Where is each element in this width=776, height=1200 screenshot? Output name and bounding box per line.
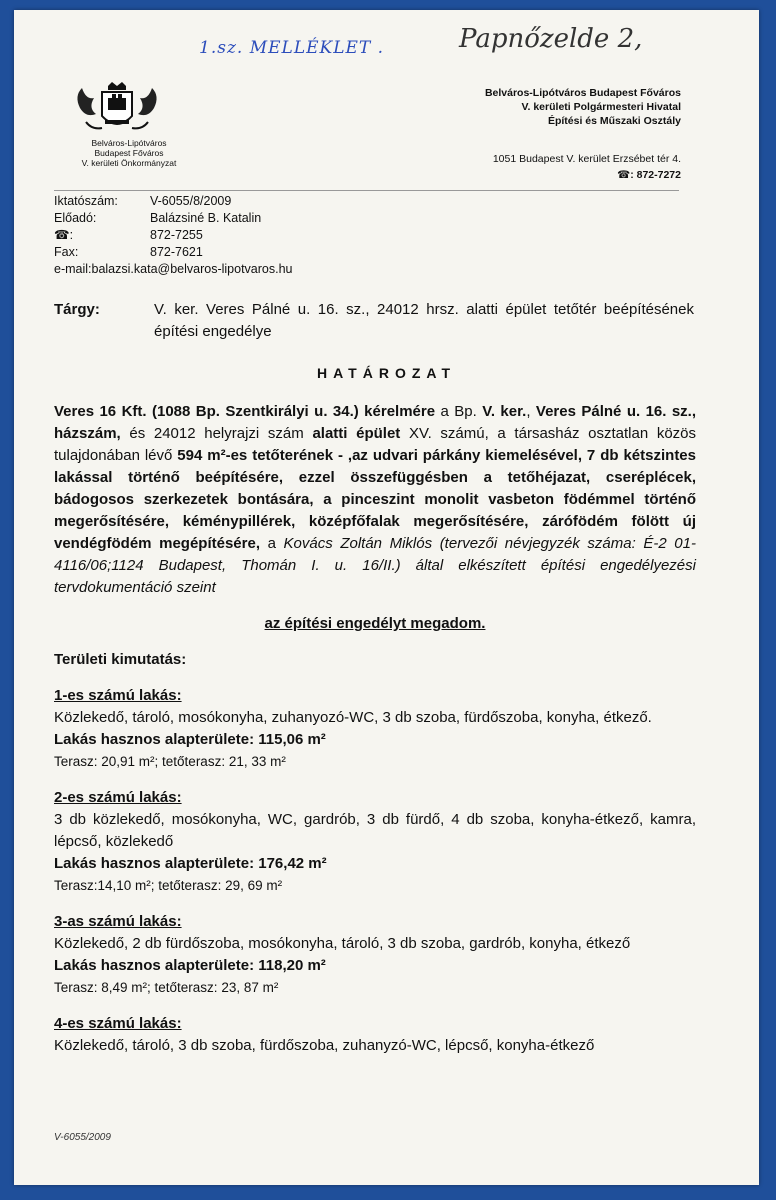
decision-body [54, 401, 696, 1057]
subject-line: Tárgy: V. ker. Veres Pálné u. 16. sz., 24012 hrsz. alatti épület tetőtér beépítésének építési engedélye [54, 301, 694, 340]
apartment-1-area: Lakás hasznos alapterülete: 115,06 m² [54, 731, 326, 748]
apartment-4-rooms: Közlekedő, tároló, 3 db szoba, fürdőszoba, zuhanyzó-WC, lépcső, konyha-étkező [54, 1037, 595, 1054]
document-page [14, 10, 759, 1185]
officer-email: e-mail:balazsi.kata@belvaros-lipotvaros.hu [54, 262, 293, 276]
phone-icon: ☎ [617, 169, 631, 181]
office-name: Belváros-Lipótváros Budapest Főváros V. kerületi Polgármesteri Hivatal Építési és Műszaki Osztály [484, 87, 681, 127]
handwritten-note: Papnőzelde 2, [459, 24, 643, 54]
file-number: V-6055/8/2009 [150, 194, 232, 208]
apartment-1-rooms: Közlekedő, tároló, mosókonyha, zuhanyozó-WC, 3 db szoba, fürdőszoba, konyha, étkező. [54, 709, 652, 726]
apartment-3-area: Lakás hasznos alapterülete: 118,20 m² [54, 957, 326, 974]
reference-block: Iktatószám: V-6055/8/2009 Előadó: Balázsiné B. Katalin ☎: 872-7255 Fax: 872-7621 e-mail:balazsi.kata@belvaros-lipotvaros.hu [54, 194, 293, 276]
apartment-3-rooms: Közlekedő, 2 db fürdőszoba, mosókonyha, tároló, 3 db szoba, gardrób, konyha, étkező [54, 935, 631, 952]
header-divider [54, 190, 679, 191]
intro-paragraph: Veres 16 Kft. (1088 Bp. Szentkirályi u. 34.) kérelmére a Bp. V. ker., Veres Pálné u. 16. sz., házszám, és 24012 helyrajzi szám alatti épület XV. számú, a társasház osztatlan közös tulajdonában lévő 594 m²-es tetőterének - ,az udvari párkány kiemelésével, 7 db kétszintes lakással történő beépítésére, ezzel összefüggésben a tetőhéjazat, cseréplécek, bádogosos szerkezetek bontására, a pinceszint monolit vasbeton födémmel történő megerősítésére, kéménypillérek, középfőfalak megerősítésére, zárófödém fölött új vendégfödém megépítésére, a Kovács Zoltán Miklós (tervezői névjegyzék száma: É-2 01-4116/06;1124 Budapest, Thomán I. u. 16/II.) által elkészített építési engedélyezési tervdokumentáció szeint [54, 403, 697, 596]
officer-phone: 872-7255 [150, 228, 203, 242]
apartment-2-heading: 2-es számú lakás: [54, 789, 182, 806]
coat-of-arms-logo [72, 78, 162, 138]
apartment-1-heading: 1-es számú lakás: [54, 687, 182, 704]
officer-fax: 872-7621 [150, 245, 203, 259]
phone-icon: ☎ [54, 228, 70, 242]
office-address: 1051 Budapest V. kerület Erzsébet tér 4. ☎: 872-7272 [492, 153, 681, 181]
annex-handwriting: 1.sz. MELLÉKLET . [199, 38, 385, 58]
apartment-2-terrace: Terasz:14,10 m²; tetőterasz: 29, 69 m² [54, 878, 283, 893]
footer-reference: V-6055/2009 [54, 1132, 111, 1143]
council-name: Belváros-Lipótváros Budapest Főváros V. kerületi Önkormányzat [81, 138, 177, 168]
apartment-4-heading: 4-es számú lakás: [54, 1015, 182, 1032]
office-phone: ☎: 872-7272 [617, 169, 681, 181]
apartment-2-area: Lakás hasznos alapterülete: 176,42 m² [54, 855, 327, 872]
apartment-2-rooms: 3 db közlekedő, mosókonyha, WC, gardrób, 3 db fürdő, 4 db szoba, konyha-étkező, kamra, lépcső, közlekedő [54, 811, 696, 850]
apartment-1-terrace: Terasz: 20,91 m²; tetőterasz: 21, 33 m² [54, 754, 286, 769]
apartment-3-terrace: Terasz: 8,49 m²; tetőterasz: 23, 87 m² [54, 980, 279, 995]
area-heading: Területi kimutatás: [54, 651, 187, 668]
decision-statement: az építési engedélyt megadom. [264, 615, 486, 632]
apartment-3-heading: 3-as számú lakás: [54, 913, 182, 930]
officer-name: Balázsiné B. Katalin [150, 211, 262, 225]
page-title: HATÁROZAT [316, 365, 457, 381]
